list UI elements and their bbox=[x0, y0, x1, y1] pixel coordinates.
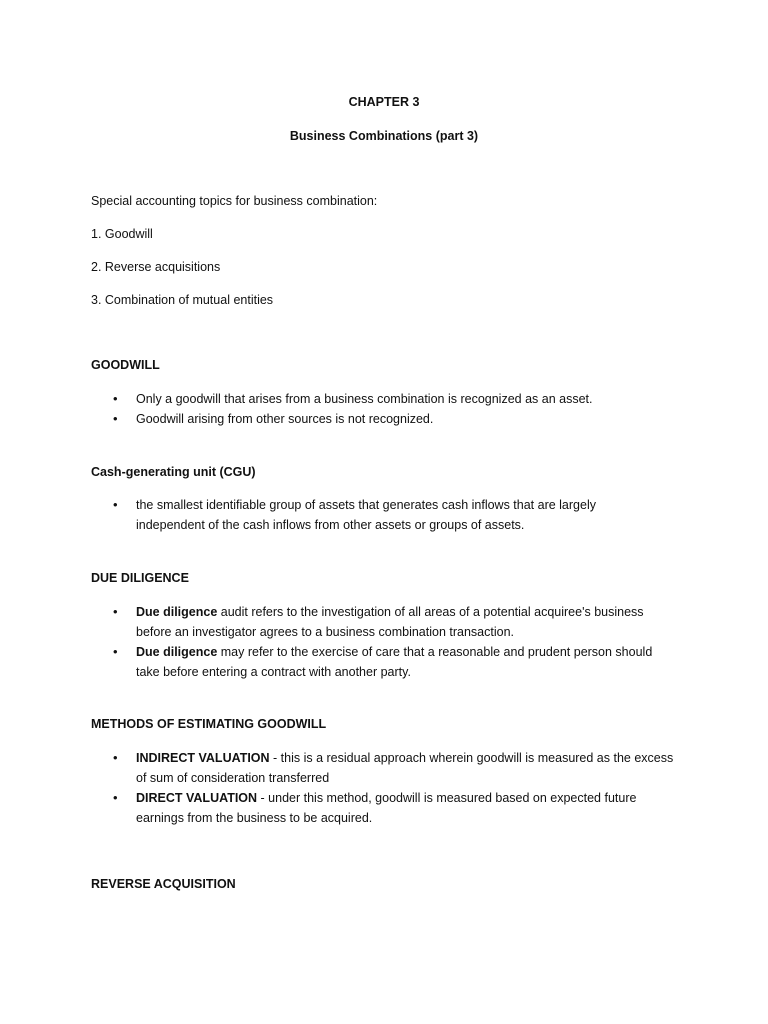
list-item bbox=[91, 788, 691, 828]
list-item bbox=[91, 389, 691, 409]
section-heading-reverse-acquisition: REVERSE ACQUISITION bbox=[91, 877, 236, 891]
list-item bbox=[91, 495, 691, 535]
bullet-text-line: earnings from the business to be acquired. bbox=[136, 811, 373, 825]
chapter-label: CHAPTER 3 bbox=[348, 95, 420, 109]
list-item bbox=[91, 409, 691, 429]
section-heading-cgu: Cash-generating unit (CGU) bbox=[91, 465, 256, 479]
goodwill-bullet-list bbox=[91, 389, 691, 429]
bullet-text: may refer to the exercise of care that a reasonable and prudent person should bbox=[217, 645, 653, 659]
section-heading-goodwill: GOODWILL bbox=[91, 358, 160, 372]
bullet-term: Due diligence bbox=[136, 645, 218, 659]
bullet-text-line: the smallest identifiable group of assets that generates cash inflows that are largely bbox=[136, 498, 596, 512]
bullet-term: DIRECT VALUATION bbox=[136, 791, 258, 805]
bullet-text-line: take before entering a contract with another party. bbox=[136, 665, 411, 679]
list-item bbox=[91, 748, 691, 788]
cgu-bullet-list bbox=[91, 495, 691, 535]
document-title: Business Combinations (part 3) bbox=[289, 129, 479, 143]
bullet-text-line bbox=[136, 788, 691, 808]
bullet-text-line: of sum of consideration transferred bbox=[136, 771, 330, 785]
list-item bbox=[91, 642, 691, 682]
bullet-text-line bbox=[136, 602, 691, 622]
bullet-text: audit refers to the investigation of all areas of a potential acquiree's business bbox=[217, 605, 644, 619]
bullet-text: Goodwill arising from other sources is not recognized. bbox=[136, 412, 434, 426]
bullet-icon: • bbox=[113, 604, 118, 619]
bullet-text-line: independent of the cash inflows from other assets or groups of assets. bbox=[136, 518, 525, 532]
section-heading-methods: METHODS OF ESTIMATING GOODWILL bbox=[91, 717, 327, 731]
list-item bbox=[91, 602, 691, 642]
bullet-icon: • bbox=[113, 750, 118, 765]
bullet-icon: • bbox=[113, 497, 118, 512]
bullet-text: - this is a residual approach wherein goodwill is measured as the excess bbox=[269, 751, 674, 765]
intro-item: 1. Goodwill bbox=[91, 227, 153, 241]
bullet-term: INDIRECT VALUATION bbox=[136, 751, 270, 765]
intro-lead: Special accounting topics for business combination: bbox=[91, 194, 378, 208]
bullet-text: - under this method, goodwill is measured based on expected future bbox=[257, 791, 637, 805]
intro-item: 2. Reverse acquisitions bbox=[91, 260, 221, 274]
bullet-text-line bbox=[136, 748, 691, 768]
bullet-text-line: before an investigator agrees to a business combination transaction. bbox=[136, 625, 515, 639]
intro-item: 3. Combination of mutual entities bbox=[91, 293, 274, 307]
due-diligence-bullet-list bbox=[91, 602, 691, 682]
section-heading-due-diligence: DUE DILIGENCE bbox=[91, 571, 189, 585]
bullet-term: Due diligence bbox=[136, 605, 218, 619]
bullet-icon: • bbox=[113, 411, 118, 426]
bullet-text: Only a goodwill that arises from a business combination is recognized as an asset. bbox=[136, 392, 593, 406]
methods-bullet-list bbox=[91, 748, 691, 828]
bullet-icon: • bbox=[113, 391, 118, 406]
bullet-text-line bbox=[136, 642, 691, 662]
bullet-icon: • bbox=[113, 790, 118, 805]
bullet-icon: • bbox=[113, 644, 118, 659]
